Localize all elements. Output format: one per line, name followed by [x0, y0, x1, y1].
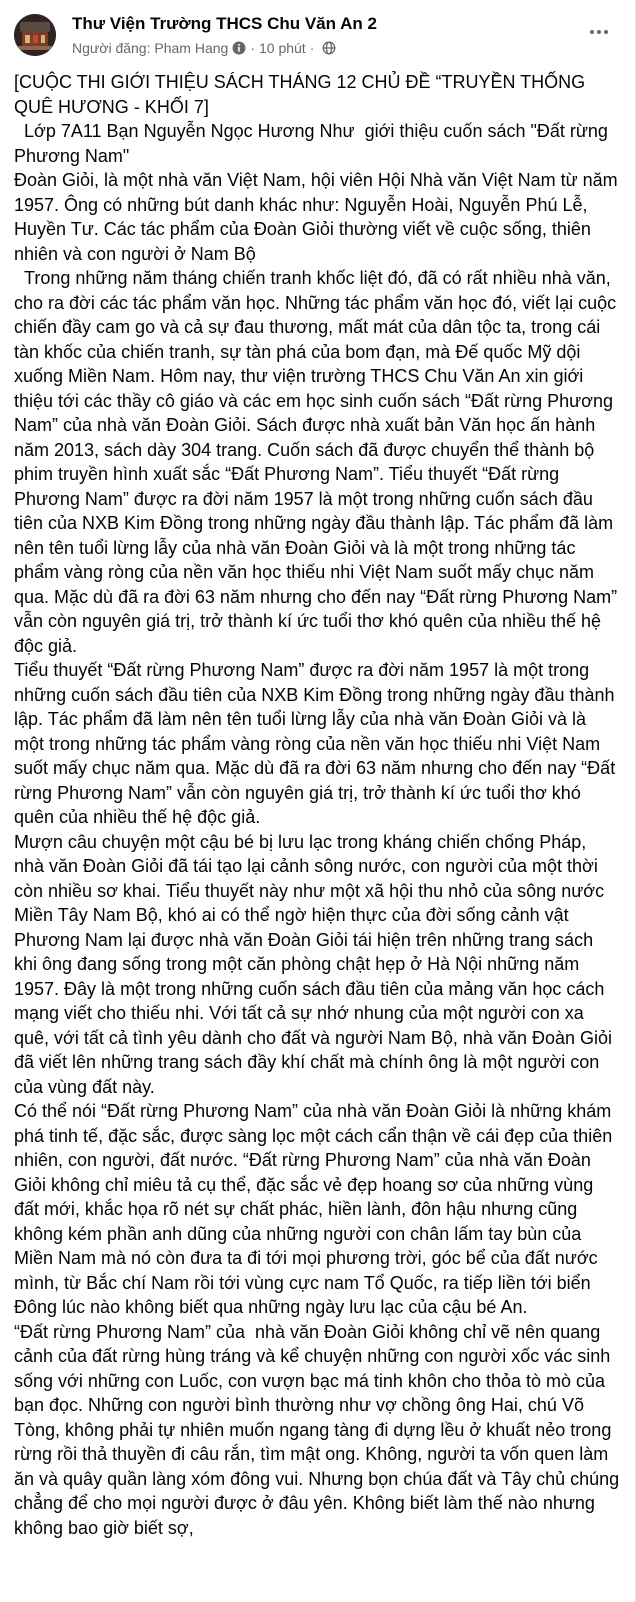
more-dot — [604, 30, 608, 34]
post-paragraph: Đoàn Giỏi, là một nhà văn Việt Nam, hội viên Hội Nhà văn Việt Nam từ năm 1957. Ông có những bút danh khác như: Nguyễn Hoài, Nguyễn Phú Lễ, Huyền Tư. Các tác phẩm của Đoàn Giỏi thường viết về cuộc sống, thiên nhiên và con người ở Nam Bộ — [14, 170, 623, 264]
page-name-link[interactable]: Thư Viện Trường THCS Chu Văn An 2 — [72, 14, 377, 33]
post-paragraph: Lớp 7A11 Bạn Nguyễn Ngọc Hương Như giới thiệu cuốn sách "Đất rừng Phương Nam" — [14, 121, 613, 166]
post-paragraph: Mượn câu chuyện một cậu bé bị lưu lạc trong kháng chiến chống Pháp, nhà văn Đoàn Giỏi đã tái tạo lại cảnh sông nước, con người của một thời còn nhiều sơ khai. Tiểu thuyết này như một xã hội thu nhỏ của sông nước Miền Tây Nam Bộ, khó ai có thể ngờ hiện thực của đời sống cảnh vật Phương Nam lại được nhà văn Đoàn Giỏi tái hiện trên những trang sách khi ông đang sống trong một căn phòng chật hẹp ở Hà Nội những năm 1957. Đây là một trong những cuốn sách đầu tiên của mảng văn học cách mạng viết cho thiếu nhi. Với tất cả sự nhớ nhung của một người con xa quê, với tất cả tình yêu dành cho đất và người Nam Bộ, nhà văn Đoàn Giỏi đã viết lên những trang sách đầy khí chất mà chính ông là một người con của vùng đất này. — [14, 831, 618, 1097]
post-paragraph: “Đất rừng Phương Nam” của nhà văn Đoàn Giỏi không chỉ vẽ nên quang cảnh của đất rừng hùng tráng và kể chuyện những con người xốc vác sinh sống với những con Luốc, con vượn bạc má tinh khôn cho thỏa tò mò của bạn đọc. Những con người bình thường như vợ chồng ông Hai, chú Võ Tòng, không phải tự nhiên muốn ngang tàng đi dựng lều ở khuất nẻo trong rừng rồi thả thuyền đi câu rắn, tìm mật ong. Không, người ta vốn quen làm ăn và quây quần làng xóm đông vui. Nhưng bọn chúa đất và Tây chủ chúng chẳng để cho mọi người được ở đâu yên. Không biết làm thế nào nhưng không bao giờ biết sợ, — [14, 1321, 625, 1538]
post-header — [0, 0, 635, 68]
page-avatar[interactable] — [14, 14, 56, 56]
post-paragraph: Có thể nói “Đất rừng Phương Nam” của nhà văn Đoàn Giỏi là những khám phá tinh tế, đặc sắc, được sàng lọc một cách cẩn thận về cái đẹp của thiên nhiên, con người, đất nước. “Đất rừng Phương Nam” của nhà văn Đoàn Giỏi không chỉ miêu tả cụ thể, đặc sắc vẻ đẹp hoang sơ của những vùng đất mới, khắc họa rõ nét sự chất phác, hiền lành, đôn hậu nhưng cũng không kém phần anh dũng của những người con chân lấm tay bùn của Miền Nam mà nó còn đưa ta đi tới mọi phương trời, góc bể của đất nước mình, từ Bắc chí Nam rồi tới vùng cực nam Tổ Quốc, ra tiếp liền tới biển Đông lúc nào không biết qua những ngày lưu lạc của cậu bé An. — [14, 1101, 618, 1317]
post-paragraph: [CUỘC THI GIỚI THIỆU SÁCH THÁNG 12 CHỦ ĐỀ “TRUYỀN THỐNG QUÊ HƯƠNG - KHỐI 7] — [14, 72, 591, 117]
school-logo-avatar-icon — [14, 14, 56, 56]
more-dot — [597, 30, 601, 34]
meta-separator: · — [250, 40, 255, 56]
meta-separator-2: · — [309, 40, 315, 56]
post-paragraph: Trong những năm tháng chiến tranh khốc liệt đó, đã có rất nhiều nhà văn, cho ra đời các tác phẩm văn học. Những tác phẩm văn học đó, viết lại cuộc chiến đầy cam go và cả sự đau thương, mất mát của dân tộc ta, trong cái tàn khốc của chiến tranh, sự tàn phá của bom đạn, mà Đế quốc Mỹ dội xuống Miền Nam. Hôm nay, thư viện trường THCS Chu Văn An xin giới thiệu tới các thầy cô giáo và các em học sinh cuốn sách “Đất rừng Phương Nam” của nhà văn Đoàn Giỏi. Sách được nhà xuất bản Văn học ấn hành năm 2013, sách dày 304 trang. Cuốn sách đã được chuyển thể thành bộ phim truyền hình xuất sắc “Đất Phương Nam”. Tiểu thuyết “Đất rừng Phương Nam” được ra đời năm 1957 là một trong những cuốn sách đầu tiên của NXB Kim Đồng trong những ngày đầu thành lập. Tác phẩm đã làm nên tên tuổi lừng lẫy của nhà văn Đoàn Giỏi và là một trong những tác phẩm vàng ròng của nền văn học thiếu nhi Việt Nam suốt mấy chục năm qua. Mặc dù đã ra đời 63 năm nhưng cho đến nay “Đất rừng Phương Nam” vẫn còn nguyên giá trị, trở thành kí ức tuổi thơ khó quên của nhiều thế hệ độc giả. — [14, 268, 623, 656]
post-meta — [72, 40, 336, 56]
globe-icon[interactable] — [322, 41, 336, 55]
more-options-icon[interactable] — [581, 22, 617, 42]
post-body — [14, 70, 625, 1540]
poster-label: Người đăng: Pham Hang — [72, 40, 229, 56]
info-icon[interactable] — [232, 41, 246, 55]
post-paragraph: Tiểu thuyết “Đất rừng Phương Nam” được ra đời năm 1957 là một trong những cuốn sách đầu tiên của NXB Kim Đồng trong những ngày đầu thành lập. Tác phẩm đã làm nên tên tuổi lừng lẫy của nhà văn Đoàn Giỏi và là một trong những tác phẩm vàng ròng của nền văn học thiếu nhi Việt Nam suốt mấy chục năm qua. Mặc dù đã ra đời 63 năm nhưng cho đến nay “Đất rừng Phương Nam” vẫn còn nguyên giá trị, trở thành kí ức tuổi thơ khó quên của nhiều thế hệ độc giả. — [14, 660, 621, 827]
post-timestamp[interactable]: 10 phút — [258, 40, 306, 56]
more-dot — [590, 30, 594, 34]
